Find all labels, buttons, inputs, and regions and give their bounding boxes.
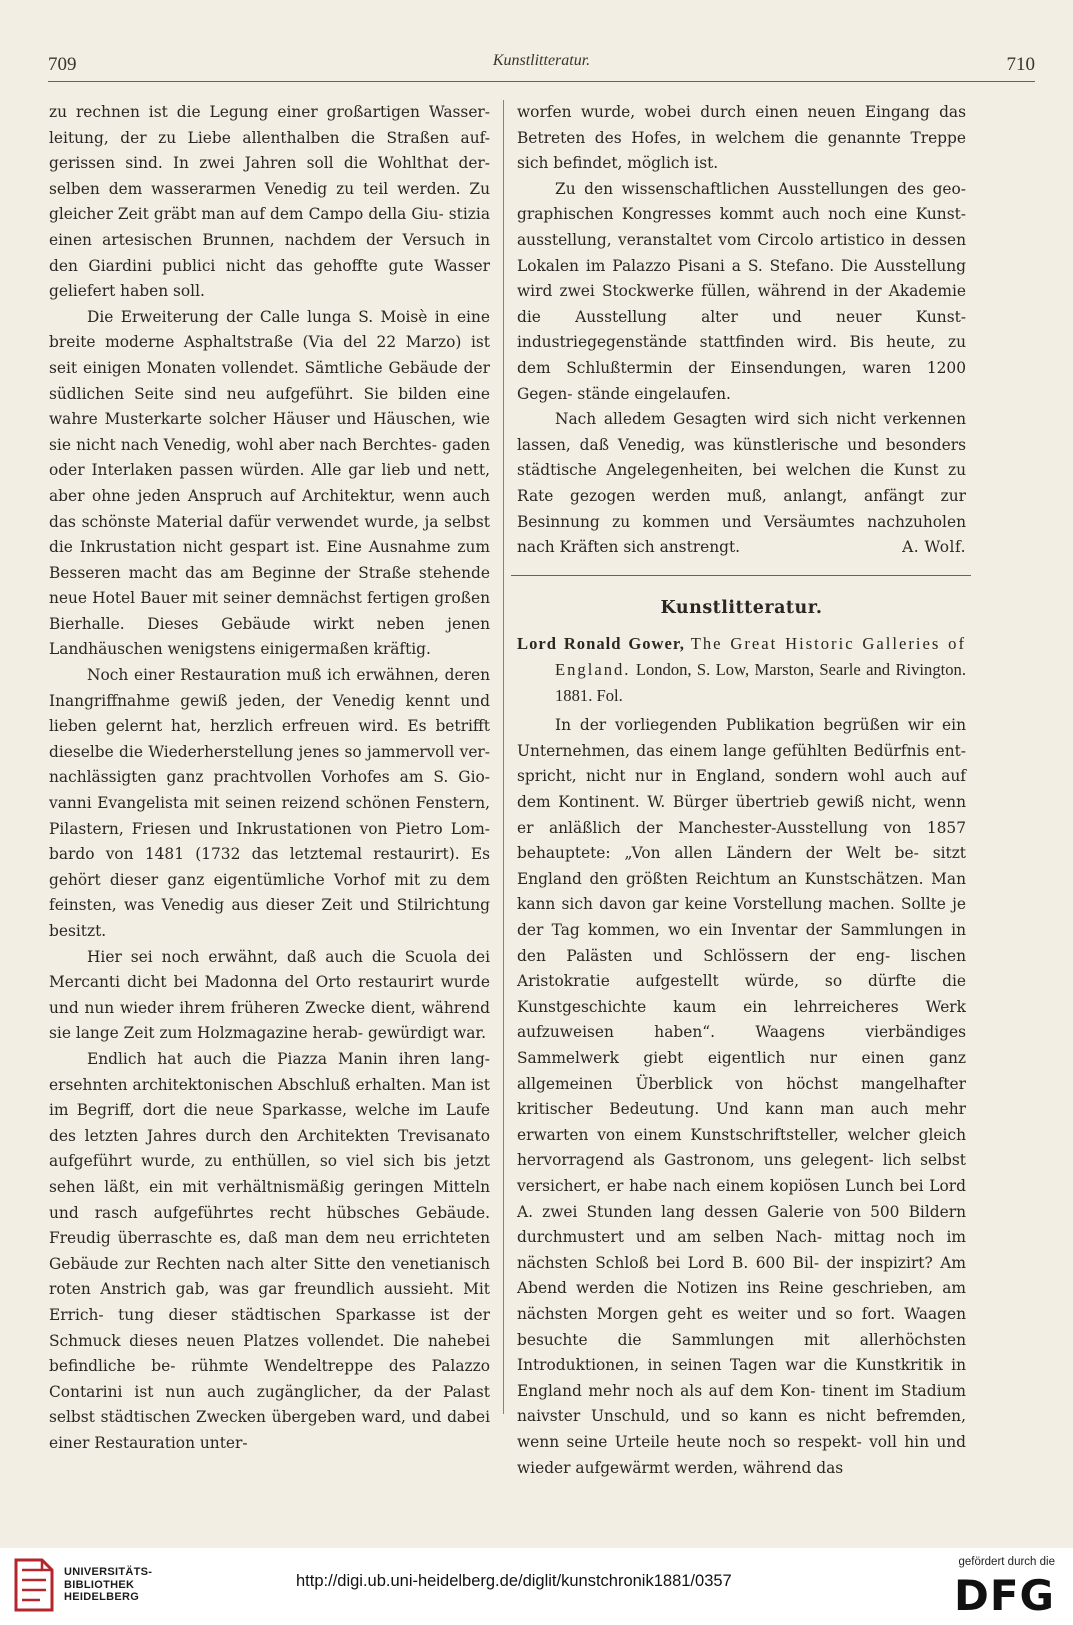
bib-author: Lord Ronald Gower, (517, 634, 685, 654)
paragraph-scuola-mercanti: Hier sei noch erwähnt, daß auch die Scuola dei Mercanti dicht bei Madonna del Orto restaurirt wurde und nun wieder ihrem früheren Zwecke dient, während sie lange Zeit zum Holzmagazine herab- gewürdigt war. (49, 947, 490, 1043)
header-rule (48, 81, 1035, 82)
conclusion-text: Nach alledem Gesagten wird sich nicht verkennen lassen, daß Venedig, was künstlerische und besonders städtische Angelegenheiten, bei welchen die Kunst zu Rate gezogen werden muß, anlangt, anfängt zur Besinnung zu kommen und Versäumtes nachzuholen nach Kräften sich anstrengt. (517, 410, 966, 557)
university-library-logo-icon (12, 1556, 56, 1614)
bib-imprint: London, S. Low, Marston, Searle and Rivington. 1881. Fol. (555, 660, 966, 706)
footer-bar (0, 1548, 1073, 1625)
running-title: Kunstlitteratur. (492, 52, 591, 69)
bibliographic-entry (517, 631, 966, 709)
section-rule (511, 575, 971, 576)
page-header (48, 50, 1035, 80)
paragraph-water-supply: zu rechnen ist die Legung einer großartigen Wasser- leitung, der zu Liebe allenthalben die Straßen auf- gerissen sind. In zwei Jahren soll die Wohlthat der- selben dem wasserarmen Venedig zu teil werden. Zu gleicher Zeit gräbt man auf dem Campo della Giu- stizia einen artesischen Brunnen, nachdem der Versuch in den Giardini publici nicht das gehoffte gute Wasser geliefert haben soll. (49, 103, 490, 301)
author-signature: A. Wolf. (902, 538, 966, 557)
page-number-right: 710 (1006, 54, 1035, 75)
column-divider (503, 100, 504, 1414)
dfg-logo: DFG (953, 1571, 1055, 1620)
paragraph-piazza-manin: Endlich hat auch die Piazza Manin ihren lang- ersehnten architektonischen Abschluß erhalten. Man ist im Begriff, dort die neue Sparkasse, welche im Laufe des letzten Jahres durch den Architekten Trevisanato aufgeführt wurde, zu enthüllen, so viel sich bis jetzt sehen läßt, ein mit verhältnismäßig geringen Mitteln und rasch aufgeführtes recht hübsches Gebäude. Freudig überraschte es, daß man dem neu errichteten Gebäude zur Rechten nach alter Sitte den venetianisch roten Anstrich gab, was gar freundlich aussieht. Mit Errich- tung dieser städtischen Sparkasse ist der Schmuck dieses neuen Platzes vollendet. Die nahebei befindliche be- rühmte Wendeltreppe des Palazzo Contarini ist nun auch zugänglicher, da der Palast selbst städtischen Zwecken übergeben ward, und dabei einer Restauration unter- (49, 1049, 490, 1452)
paragraph-continuation: worfen wurde, wobei durch einen neuen Eingang das Betreten des Hofes, in welchem die genannte Treppe sich befindet, möglich ist. (517, 103, 966, 173)
paragraph-calle-lunga: Die Erweiterung der Calle lunga S. Moisè in eine breite moderne Asphaltstraße (Via del 22 Marzo) ist seit einigen Monaten vollendet. Sämtliche Gebäude der südlichen Seite sind neu aufgeführt. Sie bilden eine wahre Musterkarte solcher Häuser und Häuschen, wie sie nicht nach Venedig, wohl aber nach Berchtes- gaden oder Interlaken passen würden. Alle gar lieb und nett, aber ohne jeden Anspruch auf Architektur, wenn auch das schönste Material dafür verwendet wurde, ja selbst die Inkrustation nicht gespart ist. Eine Ausnahme zum Besseren macht das am Beginne der Straße stehende neue Hotel Bauer mit seiner demnächst fertigen großen Bierhalle. Dieses Gebäude wirkt neben jenen Landhäuschen wenigstens einigermaßen kräftig. (49, 307, 490, 659)
bib-title: The Great Historic Galleries of England. (555, 634, 966, 680)
page-number-left: 709 (48, 54, 77, 75)
paragraph-review: In der vorliegenden Publikation begrüßen wir ein Unternehmen, das einem lange gefühlten Bedürfnis ent- spricht, nicht nur in England, sondern wohl auch auf dem Kontinent. W. Bürger übertrieb gewiß nicht, wenn er anläßlich der Manchester-Ausstellung von 1857 behauptete: „Von allen Ländern der Welt be- sitzt England den größten Reichtum an Kunstschätzen. Man kann sich davon gar keine Vorstellung machen. Sollte je der Tag kommen, wo ein Inventar der Sammlungen in den Palästen und Schlössern der eng- lischen Aristokratie aufgestellt würde, so dürfte die Kunstgeschichte kaum ein lehrreicheres Werk aufzuweisen haben“. Waagens vierbändiges Sammelwerk giebt eigentlich nur einen ganz allgemeinen Überblick von höchst mangelhafter kritischer Bedeutung. Und kann man auch mehr erwarten von einem Kunstschriftsteller, welcher gleich hervorragend als Gastronom, uns gelegent- lich selbst versichert, er habe nach einem kopiösen Lunch bei Lord A. zwei Stunden lang dessen Galerie von 500 Bildern durchmustert und am selben Nach- mittag noch im nächsten Schloß bei Lord B. 600 Bil- der inspizirt? Am Abend werden die Notizen ins Reine geschrieben, am nächsten Morgen geht es weiter und so fort. Waagen besuchte die Sammlungen mit allerhöchsten Introduktionen, in seinen Tagen war die Kunstkritik in England mehr noch als auf dem Kon- tinent im Stadium naivster Unschuld, und so kann es nicht befremden, wenn seine Urteile heute noch so respekt- voll hin und wieder aufgewärmt werden, während das (517, 716, 966, 1477)
left-column (49, 100, 490, 1456)
source-url-link[interactable]: http://digi.ub.uni-heidelberg.de/diglit/kunstchronik1881/0357 (296, 1572, 732, 1590)
institution-line-3: HEIDELBERG (64, 1591, 140, 1603)
section-title: Kunstlitteratur. (660, 597, 823, 618)
institution-line-1: UNIVERSITÄTS- (64, 1566, 153, 1578)
paragraph-exhibition: Zu den wissenschaftlichen Ausstellungen des geo- graphischen Kongresses kommt auch noch eine Kunst- ausstellung, veranstaltet vom Circolo artistico in dessen Lokalen im Palazzo Pisani a S. Stefano. Die Ausstellung wird zwei Stockwerke füllen, während in der Akademie die Ausstellung alter und neuer Kunst- industriegegenstände stattfinden wird. Bis heute, zu dem Schlußtermin der Einsendungen, waren 1200 Gegen- stände eingelaufen. (517, 179, 966, 403)
funding-note: gefördert durch die (958, 1556, 1055, 1568)
institution-name (64, 1566, 152, 1604)
paragraph-restoration: Noch einer Restauration muß ich erwähnen, deren Inangriffnahme gewiß jeden, der Venedig kennt und lieben gelernt hat, herzlich erfreuen wird. Es betrifft dieselbe die Wiederherstellung jenes so jammervoll ver- nachlässigten ganz prachtvollen Vorhofes am S. Gio- vanni Evangelista mit seinen reizend schönen Fenstern, Pilastern, Friesen und Inkrustationen von Pietro Lom- bardo von 1481 (1732 das letztemal restaurirt). Es gehört dieser ganz eigentümliche Vorhof mit zu dem feinsten, was Venedig aus dieser Zeit und Stilrichtung besitzt. (49, 666, 490, 940)
paragraph-conclusion (517, 407, 966, 561)
institution-line-2: BIBLIOTHEK (64, 1578, 135, 1591)
right-column (517, 100, 966, 1481)
